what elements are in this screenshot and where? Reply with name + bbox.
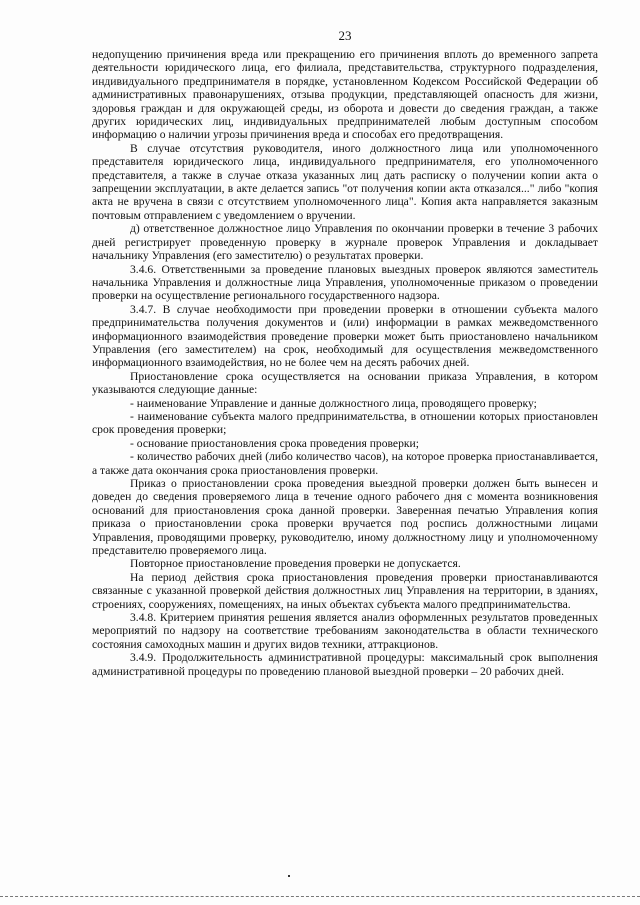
paragraph: 3.4.6. Ответственными за проведение плановых выездных проверок являются заместитель начальника Управления и должностные лица Управления, уполномоченные приказом о проведении проверки на осуществление регионального государственного надзора.: [92, 262, 598, 303]
scan-edge-line: [0, 896, 640, 899]
paragraph: 3.4.9. Продолжительность административной процедуры: максимальный срок выполнения административной процедуры по проведению плановой выездной проверки – 20 рабочих дней.: [92, 651, 598, 678]
paragraph: 3.4.7. В случае необходимости при проведении проверки в отношении субъекта малого предпринимательства получения документов и (или) информации в рамках межведомственного информационного взаимодействия проведение проверки может быть приостановлено начальником Управления (его заместителем) на срок, необходимый для осуществления межведомственного информационного взаимодействия, но не более чем на десять рабочих дней.: [92, 302, 598, 370]
paragraph: - количество рабочих дней (либо количество часов), на которое проверка приостанавливается, а также дата окончания срока приостановления проверки.: [92, 450, 598, 477]
paragraph: 3.4.8. Критерием принятия решения является анализ оформленных результатов проведенных мероприятий по надзору на соответствие требованиям законодательства в области технического состояния самоходных машин и других видов техники, аттракционов.: [92, 611, 598, 651]
paragraph: - наименование субъекта малого предпринимательства, в отношении которых приостановлен срок проведения проверки;: [92, 409, 598, 437]
paragraph: недопущению причинения вреда или прекращению его причинения вплоть до временного запрета деятельности юридического лица, его филиала, представительства, структурного подразделения, индивидуального предпринимателя в порядке, установленном Кодексом Российской Федерации об административных правонарушениях, отзыва продукции, представляющей опасность для жизни, здоровья граждан и для окружающей среды, из оборота и довести до сведения граждан, а также других юридических лиц, индивидуальных предпринимателей любым доступным способом информацию о наличии угрозы причинения вреда и способах его предотвращения.: [92, 48, 598, 142]
paragraph: В случае отсутствия руководителя, иного должностного лица или уполномоченного представителя юридического лица, индивидуального предпринимателя, его уполномоченного представителя, а также в случае отказа указанных лиц дать расписку о получении копии акта о запрещении эксплуатации, в акте делается запись "от получения копии акта отказался..." либо "копия акта не вручена в связи с отсутствием уполномоченного лица". Копия акта направляется заказным почтовым отправлением с уведомлением о вручении.: [92, 141, 598, 222]
paragraph: Приостановление срока осуществляется на основании приказа Управления, в котором указываются следующие данные:: [92, 369, 598, 397]
document-page: [92, 28, 598, 678]
paragraph: - основание приостановления срока проведения проверки;: [130, 436, 419, 450]
paragraph: - наименование Управление и данные должностного лица, проводящего проверку;: [130, 396, 537, 410]
paragraph: Повторное приостановление проведения проверки не допускается.: [130, 557, 461, 571]
page-speck: [288, 875, 290, 877]
paragraph: д) ответственное должностное лицо Управления по окончании проверки в течение 3 рабочих дней регистрирует проведенную проверку в журнале проверок Управления и докладывает начальнику Управления (его заместителю) о результатах проверки.: [92, 222, 598, 263]
document-body: [92, 48, 598, 678]
paragraph: На период действия срока приостановления проведения проверки приостанавливаются связанные с указанной проверкой действия должностных лиц Управления на территории, в зданиях, строениях, сооружениях, помещениях, на иных объектах субъекта малого предпринимательства.: [92, 570, 598, 611]
page-number: 23: [338, 28, 352, 43]
paragraph: Приказ о приостановлении срока проведения выездной проверки должен быть вынесен и доведен до сведения проверяемого лица в течение одного рабочего дня с момента возникновения оснований для приостановления срока данной проверки. Заверенная печатью Управления копия приказа о приостановлении срока проверки вручается под роспись должностными лицами Управления, проводящими проверку, руководителю, иному должностному лицу и уполномоченному представителю проверяемого лица.: [92, 477, 598, 558]
